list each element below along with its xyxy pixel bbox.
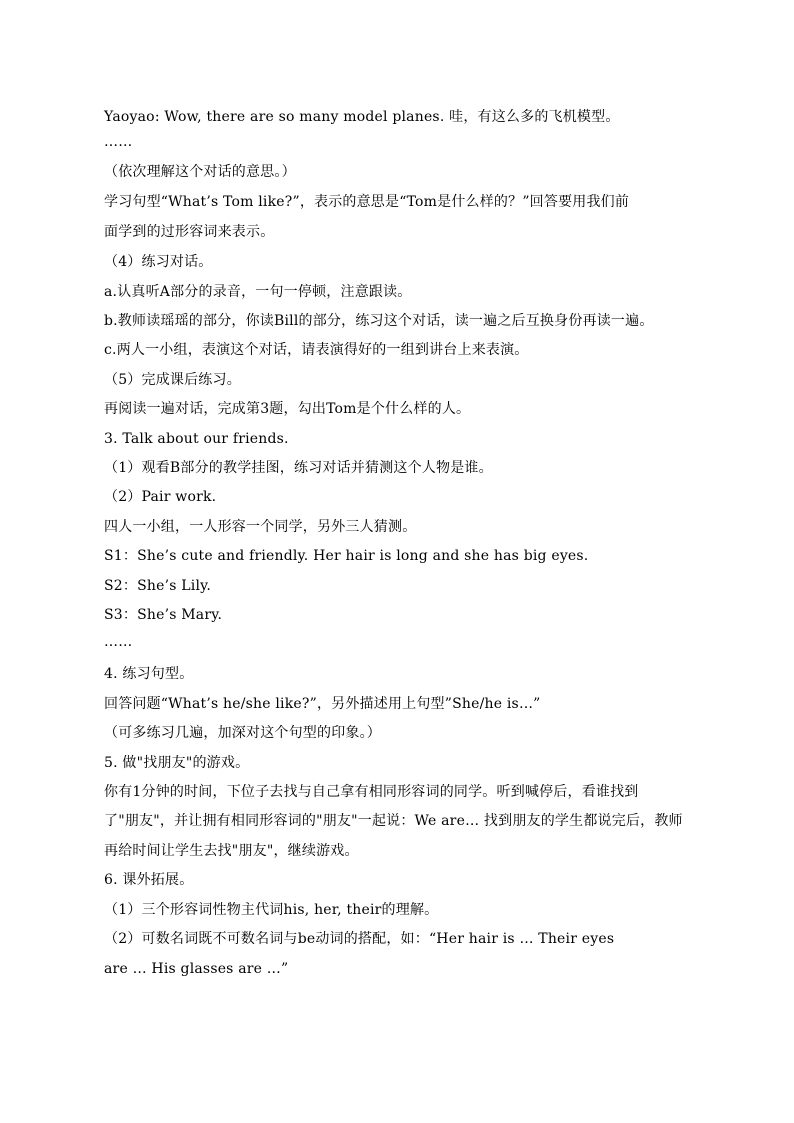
step-heading-2: （2）Pair work. xyxy=(104,489,217,505)
practice-item-b: b.教师读瑶瑶的部分，你读Bill的部分，练习这个对话，读一遍之后互换身份再读一遍。 xyxy=(104,313,654,329)
step-heading-5: （5）完成课后练习。 xyxy=(104,372,241,388)
ellipsis-line-2: …… xyxy=(104,634,133,650)
question-pattern-text: 回答问题“What’s he/she like?”，另外描述用上句型”She/he is…” xyxy=(104,696,541,712)
dialogue-line-yaoyao: Yaoyao: Wow, there are so many model planes. 哇，有这么多的飞机模型。 xyxy=(104,109,620,125)
section-heading-6: 6. 课外拓展。 xyxy=(104,872,194,888)
extension-item-2: （2）可数名词既不可数名词与be动词的搭配，如：“Her hair is … Their eyes xyxy=(104,931,615,947)
practice-note: （可多练习几遍，加深对这个句型的印象。） xyxy=(104,725,381,741)
extension-item-2-cont: are … His glasses are …” xyxy=(104,961,289,977)
dialogue-line-s3: S3：She’s Mary. xyxy=(104,607,223,623)
practice-item-a: a.认真听A部分的录音，一句一停顿，注意跟读。 xyxy=(104,284,412,300)
dialogue-line-s2: S2：She’s Lily. xyxy=(104,578,212,594)
extension-item-1: （1）三个形容词性物主代词his, her, their的理解。 xyxy=(104,902,439,918)
step-heading-1: （1）观看B部分的教学挂图，练习对话并猜测这个人物是谁。 xyxy=(104,460,493,476)
game-instruction-3: 再给时间让学生去找"朋友"，继续游戏。 xyxy=(104,843,359,859)
dialogue-line-s1: S1：She’s cute and friendly. Her hair is long and she has big eyes. xyxy=(104,548,589,564)
game-instruction-2: 了"朋友"，并让拥有相同形容词的"朋友"一起说：We are… 找到朋友的学生都说完后，教师 xyxy=(104,813,683,829)
instruction-note: （依次理解这个对话的意思。） xyxy=(104,164,296,180)
step-heading-4: （4）练习对话。 xyxy=(104,254,213,270)
ellipsis-line: …… xyxy=(104,134,133,150)
exercise-text: 再阅读一遍对话，完成第3题，勾出Tom是个什么样的人。 xyxy=(104,401,471,417)
group-instruction: 四人一小组，一人形容一个同学，另外三人猜测。 xyxy=(104,519,417,535)
section-heading-5: 5. 做"找朋友"的游戏。 xyxy=(104,755,250,771)
game-instruction-1: 你有1分钟的时间，下位子去找与自己拿有相同形容词的同学。听到喊停后，看谁找到 xyxy=(104,784,639,800)
section-heading-3: 3. Talk about our friends. xyxy=(104,431,289,447)
practice-item-c: c.两人一小组，表演这个对话，请表演得好的一组到讲台上来表演。 xyxy=(104,342,529,358)
sentence-pattern-text: 学习句型“What’s Tom like?”，表示的意思是“Tom是什么样的？”回答要用我们前 xyxy=(104,194,630,210)
sentence-pattern-text-cont: 面学到的过形容词来表示。 xyxy=(104,224,275,240)
section-heading-4: 4. 练习句型。 xyxy=(104,666,194,682)
